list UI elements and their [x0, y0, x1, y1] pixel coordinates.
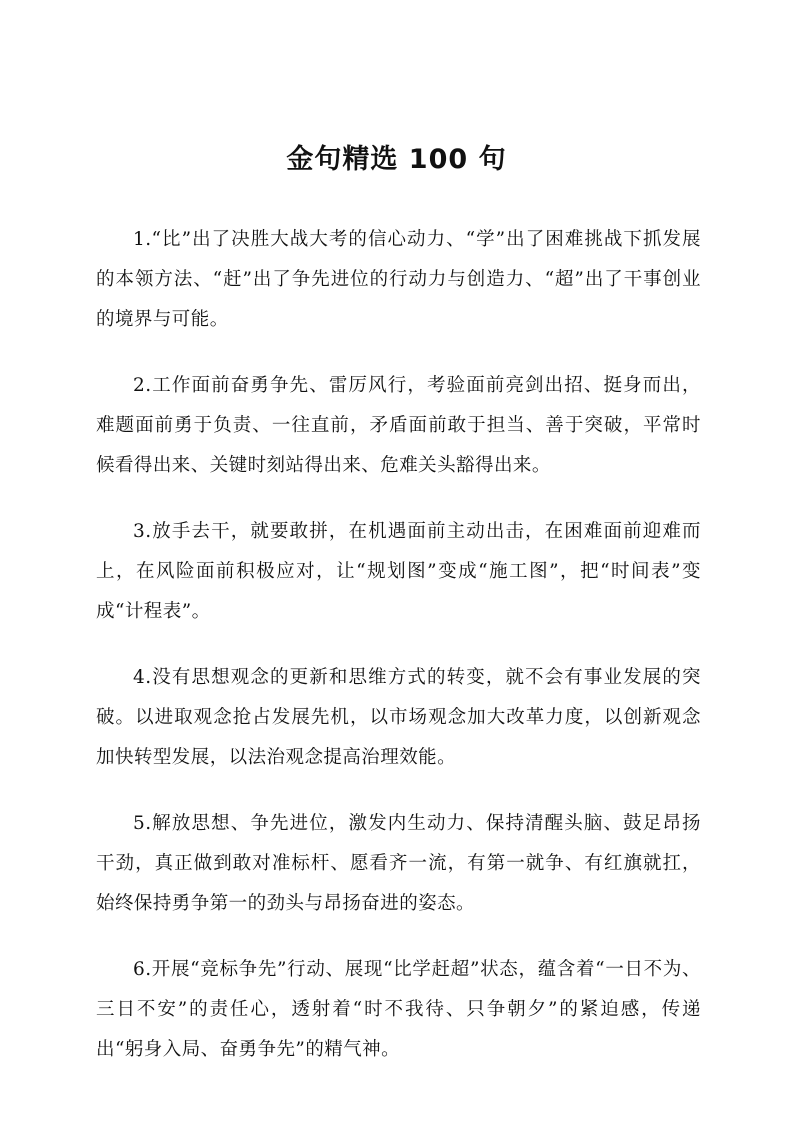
quote-paragraph-4: 4.没有思想观念的更新和思维方式的转变，就不会有事业发展的突破。以进取观念抢占发展先机，以市场观念加大改革力度，以创新观念加快转型发展，以法治观念提高治理效能。: [96, 667, 701, 768]
quote-paragraph-2: 2.工作面前奋勇争先、雷厉风行，考验面前亮剑出招、挺身而出，难题面前勇于负责、一往直前，矛盾面前敢于担当、善于突破，平常时候看得出来、关键时刻站得出来、危难关头豁得出来。: [96, 375, 701, 476]
document-title: 金句精选 100 句: [286, 144, 507, 175]
quote-paragraph-1: 1.“比”出了决胜大战大考的信心动力、“学”出了困难挑战下抓发展的本领方法、“赶”出了争先进位的行动力与创造力、“超”出了干事创业的境界与可能。: [96, 229, 701, 330]
quote-paragraph-6: 6.开展“竞标争先”行动、展现“比学赶超”状态，蕴含着“一日不为、三日不安”的责任心，透射着“时不我待、只争朝夕”的紧迫感，传递出“躬身入局、奋勇争先”的精气神。: [96, 959, 701, 1060]
document-body: [96, 220, 701, 1096]
quote-paragraph-5: 5.解放思想、争先进位，激发内生动力、保持清醒头脑、鼓足昂扬干劲，真正做到敢对准标杆、愿看齐一流，有第一就争、有红旗就扛，始终保持勇争第一的劲头与昂扬奋进的姿态。: [96, 813, 701, 914]
quote-paragraph-3: 3.放手去干，就要敢拼，在机遇面前主动出击，在困难面前迎难而上，在风险面前积极应对，让“规划图”变成“施工图”，把“时间表”变成“计程表”。: [96, 521, 701, 622]
